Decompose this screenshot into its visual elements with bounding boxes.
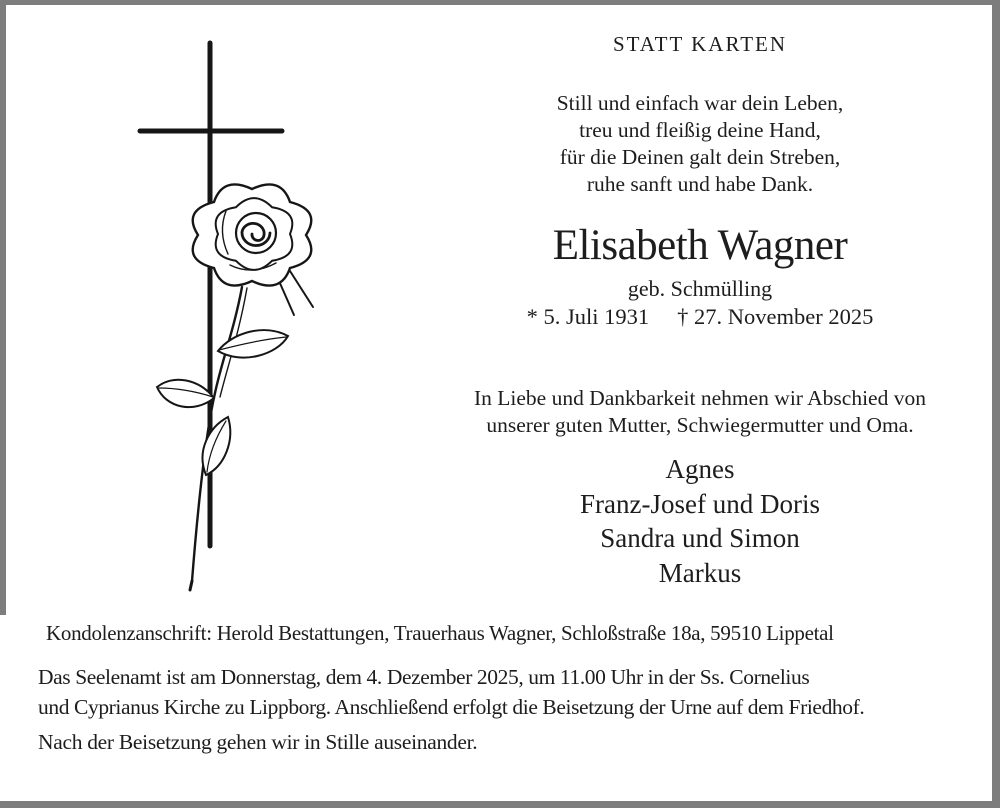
birth-date: * 5. Juli 1931 — [526, 304, 650, 329]
service-line: und Cyprianus Kirche zu Lippborg. Anschließend erfolgt die Beisetzung der Urne auf dem Friedhof. — [38, 695, 865, 719]
deceased-name: Elisabeth Wagner — [552, 222, 848, 269]
mourner-name: Sandra und Simon — [600, 523, 800, 553]
poem-line: für die Deinen galt dein Streben, — [559, 145, 841, 169]
condolence-address: Kondolenzanschrift: Herold Bestattungen, Trauerhaus Wagner, Schloßstraße 18a, 59510 Lippetal — [46, 621, 834, 645]
cross-with-rose-icon — [130, 35, 330, 595]
poem-line: Still und einfach war dein Leben, — [556, 91, 844, 115]
farewell-text — [405, 385, 995, 438]
service-line: Das Seelenamt ist am Donnerstag, dem 4. Dezember 2025, um 11.00 Uhr in der Ss. Cornelius — [38, 665, 810, 689]
farewell-line: In Liebe und Dankbarkeit nehmen wir Abschied von — [474, 386, 926, 410]
poem-line: treu und fleißig deine Hand, — [579, 118, 821, 142]
clipping-border-bottom — [0, 801, 1000, 808]
poem-line: ruhe sanft und habe Dank. — [586, 172, 814, 196]
death-date: † 27. November 2025 — [677, 304, 874, 329]
mourner-name: Franz-Josef und Doris — [580, 488, 820, 519]
farewell-line: unserer guten Mutter, Schwiegermutter und Oma. — [486, 412, 914, 437]
mourner-name: Markus — [658, 557, 742, 588]
closing-note: Nach der Beisetzung gehen wir in Stille auseinander. — [38, 730, 478, 754]
clipping-border-left — [0, 0, 6, 615]
kicker-statt-karten: STATT KARTEN — [612, 32, 788, 56]
memorial-poem — [405, 90, 995, 198]
mourner-name: Agnes — [665, 454, 735, 484]
maiden-name: geb. Schmülling — [627, 276, 773, 301]
clipping-border-top — [0, 0, 1000, 5]
service-details — [38, 662, 864, 722]
mourners-list — [405, 452, 995, 590]
life-dates — [405, 304, 995, 330]
